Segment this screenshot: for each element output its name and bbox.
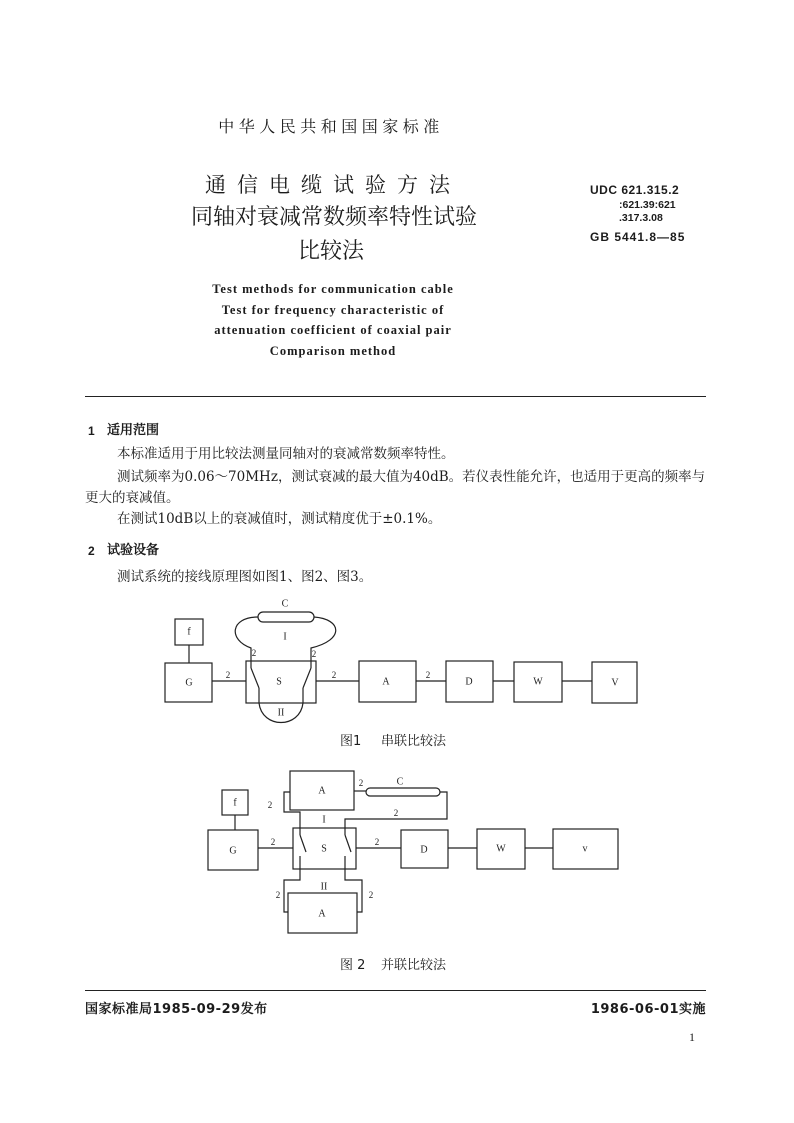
section-2-paragraph-1: 测试系统的接线原理图如图1、图2、图3。 — [117, 569, 373, 585]
figure-2-caption-title: 并联比较法 — [381, 958, 447, 973]
section-1-heading: 适用范围 — [107, 423, 160, 438]
fig2-f-label: f — [233, 797, 237, 809]
fig1-s-label: S — [276, 676, 282, 688]
title-line-3: 比较法 — [297, 239, 364, 264]
title-line-2: 同轴对衰减常数频率特性试验 — [190, 205, 477, 230]
fig1-switch-right-blade — [303, 668, 311, 688]
fig2-switch-left-blade — [300, 835, 306, 852]
fig2-bottom-right-bracket-wire — [345, 869, 362, 912]
figure-2-diagram — [0, 762, 794, 942]
fig1-w-label: W — [533, 676, 543, 688]
national-standard-header: 中华人民共和国国家标准 — [218, 117, 444, 136]
fig2-wire-label: 2 — [270, 837, 276, 847]
fig2-s-label: S — [321, 843, 327, 855]
fig2-switch-right-blade — [345, 835, 351, 852]
fig1-ii-label: II — [277, 707, 285, 719]
fig1-g-label: G — [185, 677, 193, 689]
fig2-v-label: v — [582, 843, 588, 855]
fig1-switch-left-blade — [251, 668, 259, 688]
fig2-wire-label: 2 — [267, 800, 273, 810]
fig2-cable-c — [366, 788, 440, 796]
udc-code-line-3: .317.3.08 — [619, 212, 663, 224]
fig2-wire-label: 2 — [393, 808, 399, 818]
page-number: 1 — [689, 1030, 695, 1044]
fig2-a-top-label: A — [318, 785, 326, 797]
header-divider — [85, 396, 706, 397]
fig1-wire-label: 2 — [425, 670, 431, 680]
english-title-line-2: Test for frequency characteristic of — [221, 303, 445, 317]
section-1-number: 1 — [88, 424, 95, 438]
fig2-i-label: I — [322, 814, 326, 826]
fig1-wire-label: 2 — [225, 670, 231, 680]
fig1-c-label: C — [281, 598, 289, 610]
english-title-line-3: attenuation coefficient of coaxial pair — [214, 323, 452, 337]
section-1-paragraph-2-line-2: 更大的衰减值。 — [85, 490, 180, 506]
issue-date: 国家标准局1985-09-29发布 — [85, 1002, 268, 1017]
fig2-c-label: C — [396, 776, 404, 788]
fig2-wire-label: 2 — [374, 837, 380, 847]
section-1-paragraph-1: 本标准适用于用比较法测量同轴对的衰减常数频率特性。 — [117, 446, 455, 462]
fig2-a-bottom-label: A — [318, 908, 326, 920]
fig1-v-label: V — [611, 677, 619, 689]
fig1-cable-c — [258, 612, 314, 622]
english-title-line-4: Comparison method — [269, 344, 397, 358]
title-line-1: 通信电缆试验方法 — [205, 173, 461, 197]
udc-code: UDC 621.315.2 — [590, 183, 680, 197]
figure-1-caption-title: 串联比较法 — [381, 734, 447, 749]
section-2-number: 2 — [88, 544, 95, 558]
fig2-d-label: D — [420, 844, 428, 856]
fig1-wire-label: 2 — [251, 648, 257, 658]
fig2-ii-label: II — [320, 881, 328, 893]
fig1-i-label: I — [283, 631, 287, 643]
fig2-wire-label: 2 — [368, 890, 374, 900]
figure-1-diagram — [0, 590, 794, 730]
section-2-heading: 试验设备 — [107, 543, 160, 558]
fig1-a-label: A — [382, 676, 390, 688]
figure-1-caption-number: 图1 — [340, 734, 362, 749]
english-title-line-1: Test methods for communication cable — [212, 282, 454, 296]
section-1-paragraph-3: 在测试10dB以上的衰减值时，测试精度优于±0.1%。 — [117, 511, 442, 527]
fig2-g-label: G — [229, 845, 237, 857]
footer-divider — [85, 990, 706, 991]
fig1-wire-label: 2 — [311, 649, 317, 659]
fig2-wire-label: 2 — [358, 778, 364, 788]
fig1-f-label: f — [187, 626, 191, 638]
effective-date: 1986-06-01实施 — [590, 1002, 706, 1017]
figure-2-caption-number: 图 2 — [340, 958, 366, 973]
fig1-wire-label: 2 — [331, 670, 337, 680]
fig1-d-label: D — [465, 676, 473, 688]
fig2-wire-label: 2 — [275, 890, 281, 900]
udc-code-line-2: :621.39:621 — [619, 199, 676, 211]
section-1-paragraph-2-line-1: 测试频率为0.06～70MHz，测试衰减的最大值为40dB。若仪表性能允许，也适用于更高的频率与 — [117, 469, 706, 485]
fig2-w-label: W — [496, 843, 506, 855]
fig2-bottom-left-bracket-wire — [284, 869, 300, 912]
gb-number: GB 5441.8—85 — [590, 230, 686, 244]
